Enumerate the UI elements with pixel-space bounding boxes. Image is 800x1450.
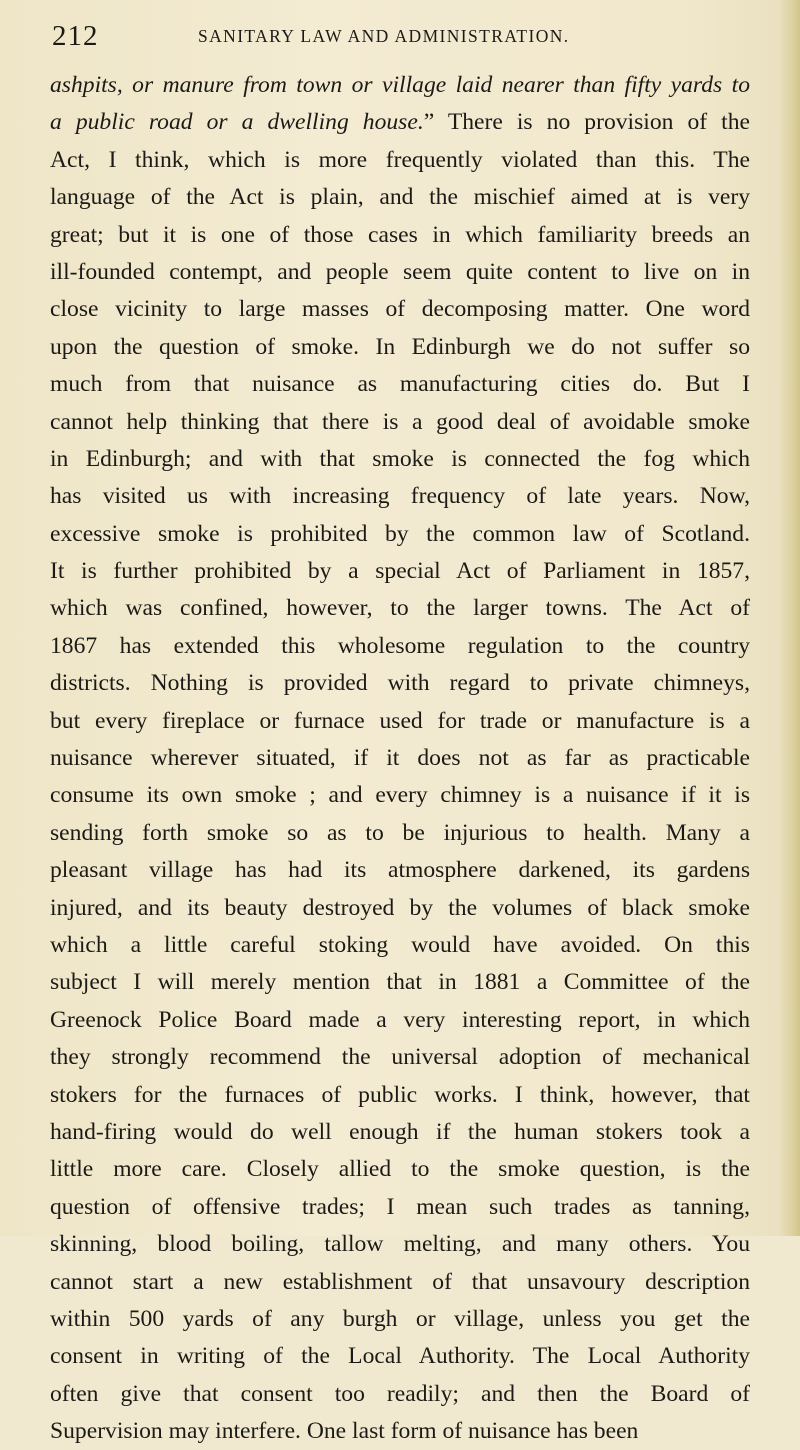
text-line	[50, 852, 750, 889]
line-text: pleasant village has had its atmosphere darkened, its gardens	[50, 857, 750, 884]
text-line	[50, 404, 750, 441]
text-line	[50, 1077, 750, 1114]
text-line	[50, 665, 750, 702]
text-line	[50, 890, 750, 927]
line-text: Greenock Police Board made a very interesting report, in which	[50, 1006, 750, 1033]
line-text: has visited us with increasing frequency of late years. Now,	[50, 483, 750, 510]
line-text: Supervision may interfere. One last form of nuisance has been	[50, 1418, 639, 1445]
line-text: but every fireplace or furnace used for trade or manufacture is a	[50, 707, 750, 734]
text-line	[50, 366, 750, 403]
line-text: close vicinity to large masses of decomposing matter. One word	[50, 296, 750, 323]
line-text: districts. Nothing is provided with regard to private chimneys,	[50, 670, 750, 697]
line-text: ill-founded contempt, and people seem quite content to live on in	[50, 258, 750, 285]
running-title: SANITARY LAW AND ADMINISTRATION.	[198, 26, 570, 46]
text-line	[50, 628, 750, 665]
line-text: ” There is no provision of the	[423, 109, 751, 136]
line-text: skinning, blood boiling, tallow melting, and many others. You	[50, 1231, 750, 1258]
text-line	[50, 927, 750, 964]
line-text: cannot help thinking that there is a good deal of avoidable smoke	[50, 408, 750, 435]
text-line	[50, 703, 750, 740]
text-line	[50, 1189, 750, 1226]
body-text	[50, 67, 750, 1450]
text-line	[50, 104, 750, 141]
line-text: in Edinburgh; and with that smoke is connected the fog which	[50, 445, 750, 472]
text-line	[50, 1413, 750, 1450]
line-text: language of the Act is plain, and the mischief aimed at is very	[50, 184, 750, 211]
text-line	[50, 329, 750, 366]
text-line	[50, 142, 750, 179]
page-number: 212	[52, 20, 99, 52]
line-text: much from that nuisance as manufacturing cities do. But I	[50, 371, 750, 398]
text-line	[50, 217, 750, 254]
line-text: great; but it is one of those cases in which familiarity breeds an	[50, 221, 750, 248]
text-line	[50, 1151, 750, 1188]
italic-quotation: a public road or a dwelling house.	[50, 109, 424, 136]
line-text: It is further prohibited by a special Act of Parliament in 1857,	[50, 558, 750, 585]
text-line	[50, 1039, 750, 1076]
text-line	[50, 553, 750, 590]
line-text: consent in writing of the Local Authority. The Local Authority	[50, 1343, 750, 1370]
text-line	[50, 291, 750, 328]
text-line	[50, 1226, 750, 1263]
running-head	[52, 20, 752, 60]
line-text: little more care. Closely allied to the smoke question, is the	[50, 1156, 750, 1183]
text-line	[50, 478, 750, 515]
text-line	[50, 254, 750, 291]
text-line	[50, 815, 750, 852]
line-text: injured, and its beauty destroyed by the volumes of black smoke	[50, 894, 750, 921]
text-line	[50, 1114, 750, 1151]
text-line	[50, 1264, 750, 1301]
line-text: cannot start a new establishment of that unsavoury description	[50, 1268, 750, 1295]
line-text: consume its own smoke ; and every chimney is a nuisance if it is	[50, 782, 750, 809]
line-text: excessive smoke is prohibited by the common law of Scotland.	[50, 520, 750, 547]
line-text: within 500 yards of any burgh or village, unless you get the	[50, 1305, 750, 1332]
line-text: 1867 has extended this wholesome regulation to the country	[50, 632, 750, 659]
line-text: which a little careful stoking would have avoided. On this	[50, 931, 750, 958]
line-text: hand-firing would do well enough if the human stokers took a	[50, 1118, 750, 1145]
line-text: nuisance wherever situated, if it does not as far as practicable	[50, 745, 750, 772]
text-line	[50, 1301, 750, 1338]
line-text: Act, I think, which is more frequently violated than this. The	[50, 146, 750, 173]
text-line	[50, 516, 750, 553]
text-line	[50, 777, 750, 814]
text-line	[50, 67, 750, 104]
line-text: they strongly recommend the universal adoption of mechanical	[50, 1044, 750, 1071]
line-text: which was confined, however, to the larger towns. The Act of	[50, 595, 750, 622]
text-line	[50, 1002, 750, 1039]
line-text: question of offensive trades; I mean such trades as tanning,	[50, 1193, 750, 1220]
text-line	[50, 1376, 750, 1413]
line-text: stokers for the furnaces of public works. I think, however, that	[50, 1081, 750, 1108]
line-text: upon the question of smoke. In Edinburgh we do not suffer so	[50, 333, 750, 360]
text-line	[50, 179, 750, 216]
line-text: sending forth smoke so as to be injurious to health. Many a	[50, 819, 750, 846]
page-edge-shadow	[778, 0, 800, 1236]
text-line	[50, 441, 750, 478]
line-text: subject I will merely mention that in 1881 a Committee of the	[50, 969, 750, 996]
text-line	[50, 740, 750, 777]
line-text: often give that consent too readily; and then the Board of	[50, 1380, 750, 1407]
text-line	[50, 590, 750, 627]
text-line	[50, 1338, 750, 1375]
text-line	[50, 964, 750, 1001]
italic-quotation: ashpits, or manure from town or village laid nearer than fifty yards to	[50, 72, 750, 98]
